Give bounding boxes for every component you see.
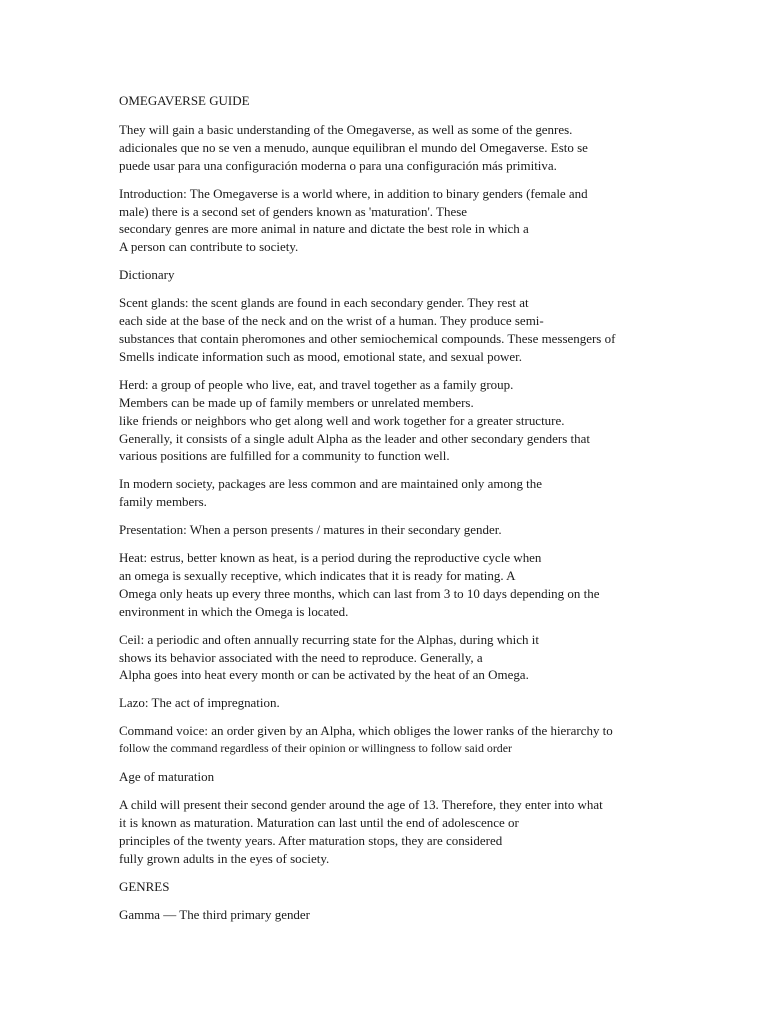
- text-line: GENRES: [119, 878, 170, 894]
- document-title: [119, 92, 664, 110]
- text-line: A person can contribute to society.: [119, 239, 299, 255]
- text-line: Herd: a group of people who live, eat, and travel together as a family group.: [119, 376, 514, 392]
- document-title-text: OMEGAVERSE GUIDE: [119, 93, 250, 108]
- heat-paragraph: [119, 549, 664, 621]
- text-line: In modern society, packages are less common and are maintained only among the: [119, 476, 543, 492]
- text-line: They will gain a basic understanding of the Omegaverse, as well as some of the genres.: [119, 121, 573, 137]
- maturation-paragraph: [119, 796, 664, 868]
- text-line: A child will present their second gender around the age of 13. Therefore, they enter into what: [119, 797, 603, 812]
- text-line: Heat: estrus, better known as heat, is a period during the reproductive cycle when: [119, 550, 542, 566]
- text-line: it is known as maturation. Maturation can last until the end of adolescence or: [119, 814, 519, 830]
- text-line: Introduction: The Omegaverse is a world where, in addition to binary genders (female and: [119, 185, 588, 201]
- text-line: puede usar para una configuración moderna o para una configuración más primitiva.: [119, 157, 557, 173]
- text-line: Gamma — The third primary gender: [119, 906, 310, 922]
- text-line: male) there is a second set of genders known as 'maturation'. These: [119, 203, 467, 219]
- text-line: each side at the base of the neck and on the wrist of a human. They produce semi-: [119, 313, 544, 329]
- genres-heading: [119, 878, 664, 896]
- text-line: Dictionary: [119, 267, 175, 283]
- document-body: [119, 92, 664, 933]
- herd-paragraph: [119, 376, 664, 466]
- text-line: family members.: [119, 494, 207, 510]
- intro-spanish-paragraph: [119, 121, 664, 175]
- text-line: like friends or neighbors who get along well and work together for a greater structure.: [119, 412, 565, 428]
- presentation-paragraph: [119, 521, 664, 539]
- text-line: principles of the twenty years. After maturation stops, they are considered: [119, 832, 503, 848]
- gamma-heading: [119, 906, 664, 924]
- text-line: adicionales que no se ven a menudo, aunque equilibran el mundo del Omegaverse. Esto se: [119, 139, 588, 155]
- text-line: fully grown adults in the eyes of society.: [119, 850, 330, 866]
- introduction-paragraph: [119, 185, 664, 257]
- paragraph-list: [119, 121, 664, 924]
- text-line: Alpha goes into heat every month or can be activated by the heat of an Omega.: [119, 667, 529, 683]
- modern-society-paragraph: [119, 475, 664, 511]
- text-line: Scent glands: the scent glands are found in each secondary gender. They rest at: [119, 295, 529, 311]
- text-line: various positions are fulfilled for a community to function well.: [119, 448, 450, 464]
- text-line: shows its behavior associated with the need to reproduce. Generally, a: [119, 649, 483, 665]
- text-line: Smells indicate information such as mood, emotional state, and sexual power.: [119, 348, 523, 364]
- text-line: follow the command regardless of their opinion or willingness to follow said order: [119, 741, 512, 756]
- text-line: substances that contain pheromones and other semiochemical compounds. These messengers of: [119, 330, 616, 346]
- age-of-maturation-heading: [119, 768, 664, 786]
- text-line: environment in which the Omega is located.: [119, 603, 349, 619]
- scent-glands-paragraph: [119, 294, 664, 366]
- ceil-paragraph: [119, 631, 664, 685]
- text-line: an omega is sexually receptive, which indicates that it is ready for mating. A: [119, 567, 516, 583]
- text-line: Lazo: The act of impregnation.: [119, 695, 280, 711]
- text-line: Presentation: When a person presents / matures in their secondary gender.: [119, 522, 502, 538]
- dictionary-heading: [119, 266, 664, 284]
- text-line: Command voice: an order given by an Alpha, which obliges the lower ranks of the hierarchy to: [119, 723, 613, 739]
- text-line: Generally, it consists of a single adult Alpha as the leader and other secondary genders that: [119, 430, 590, 446]
- text-line: Members can be made up of family members or unrelated members.: [119, 394, 474, 410]
- text-line: Ceil: a periodic and often annually recurring state for the Alphas, during which it: [119, 631, 539, 647]
- text-line: Age of maturation: [119, 769, 215, 785]
- command-voice-paragraph: [119, 722, 664, 758]
- text-line: Omega only heats up every three months, which can last from 3 to 10 days depending on the: [119, 585, 600, 601]
- lazo-paragraph: [119, 694, 664, 712]
- text-line: secondary genres are more animal in nature and dictate the best role in which a: [119, 221, 529, 237]
